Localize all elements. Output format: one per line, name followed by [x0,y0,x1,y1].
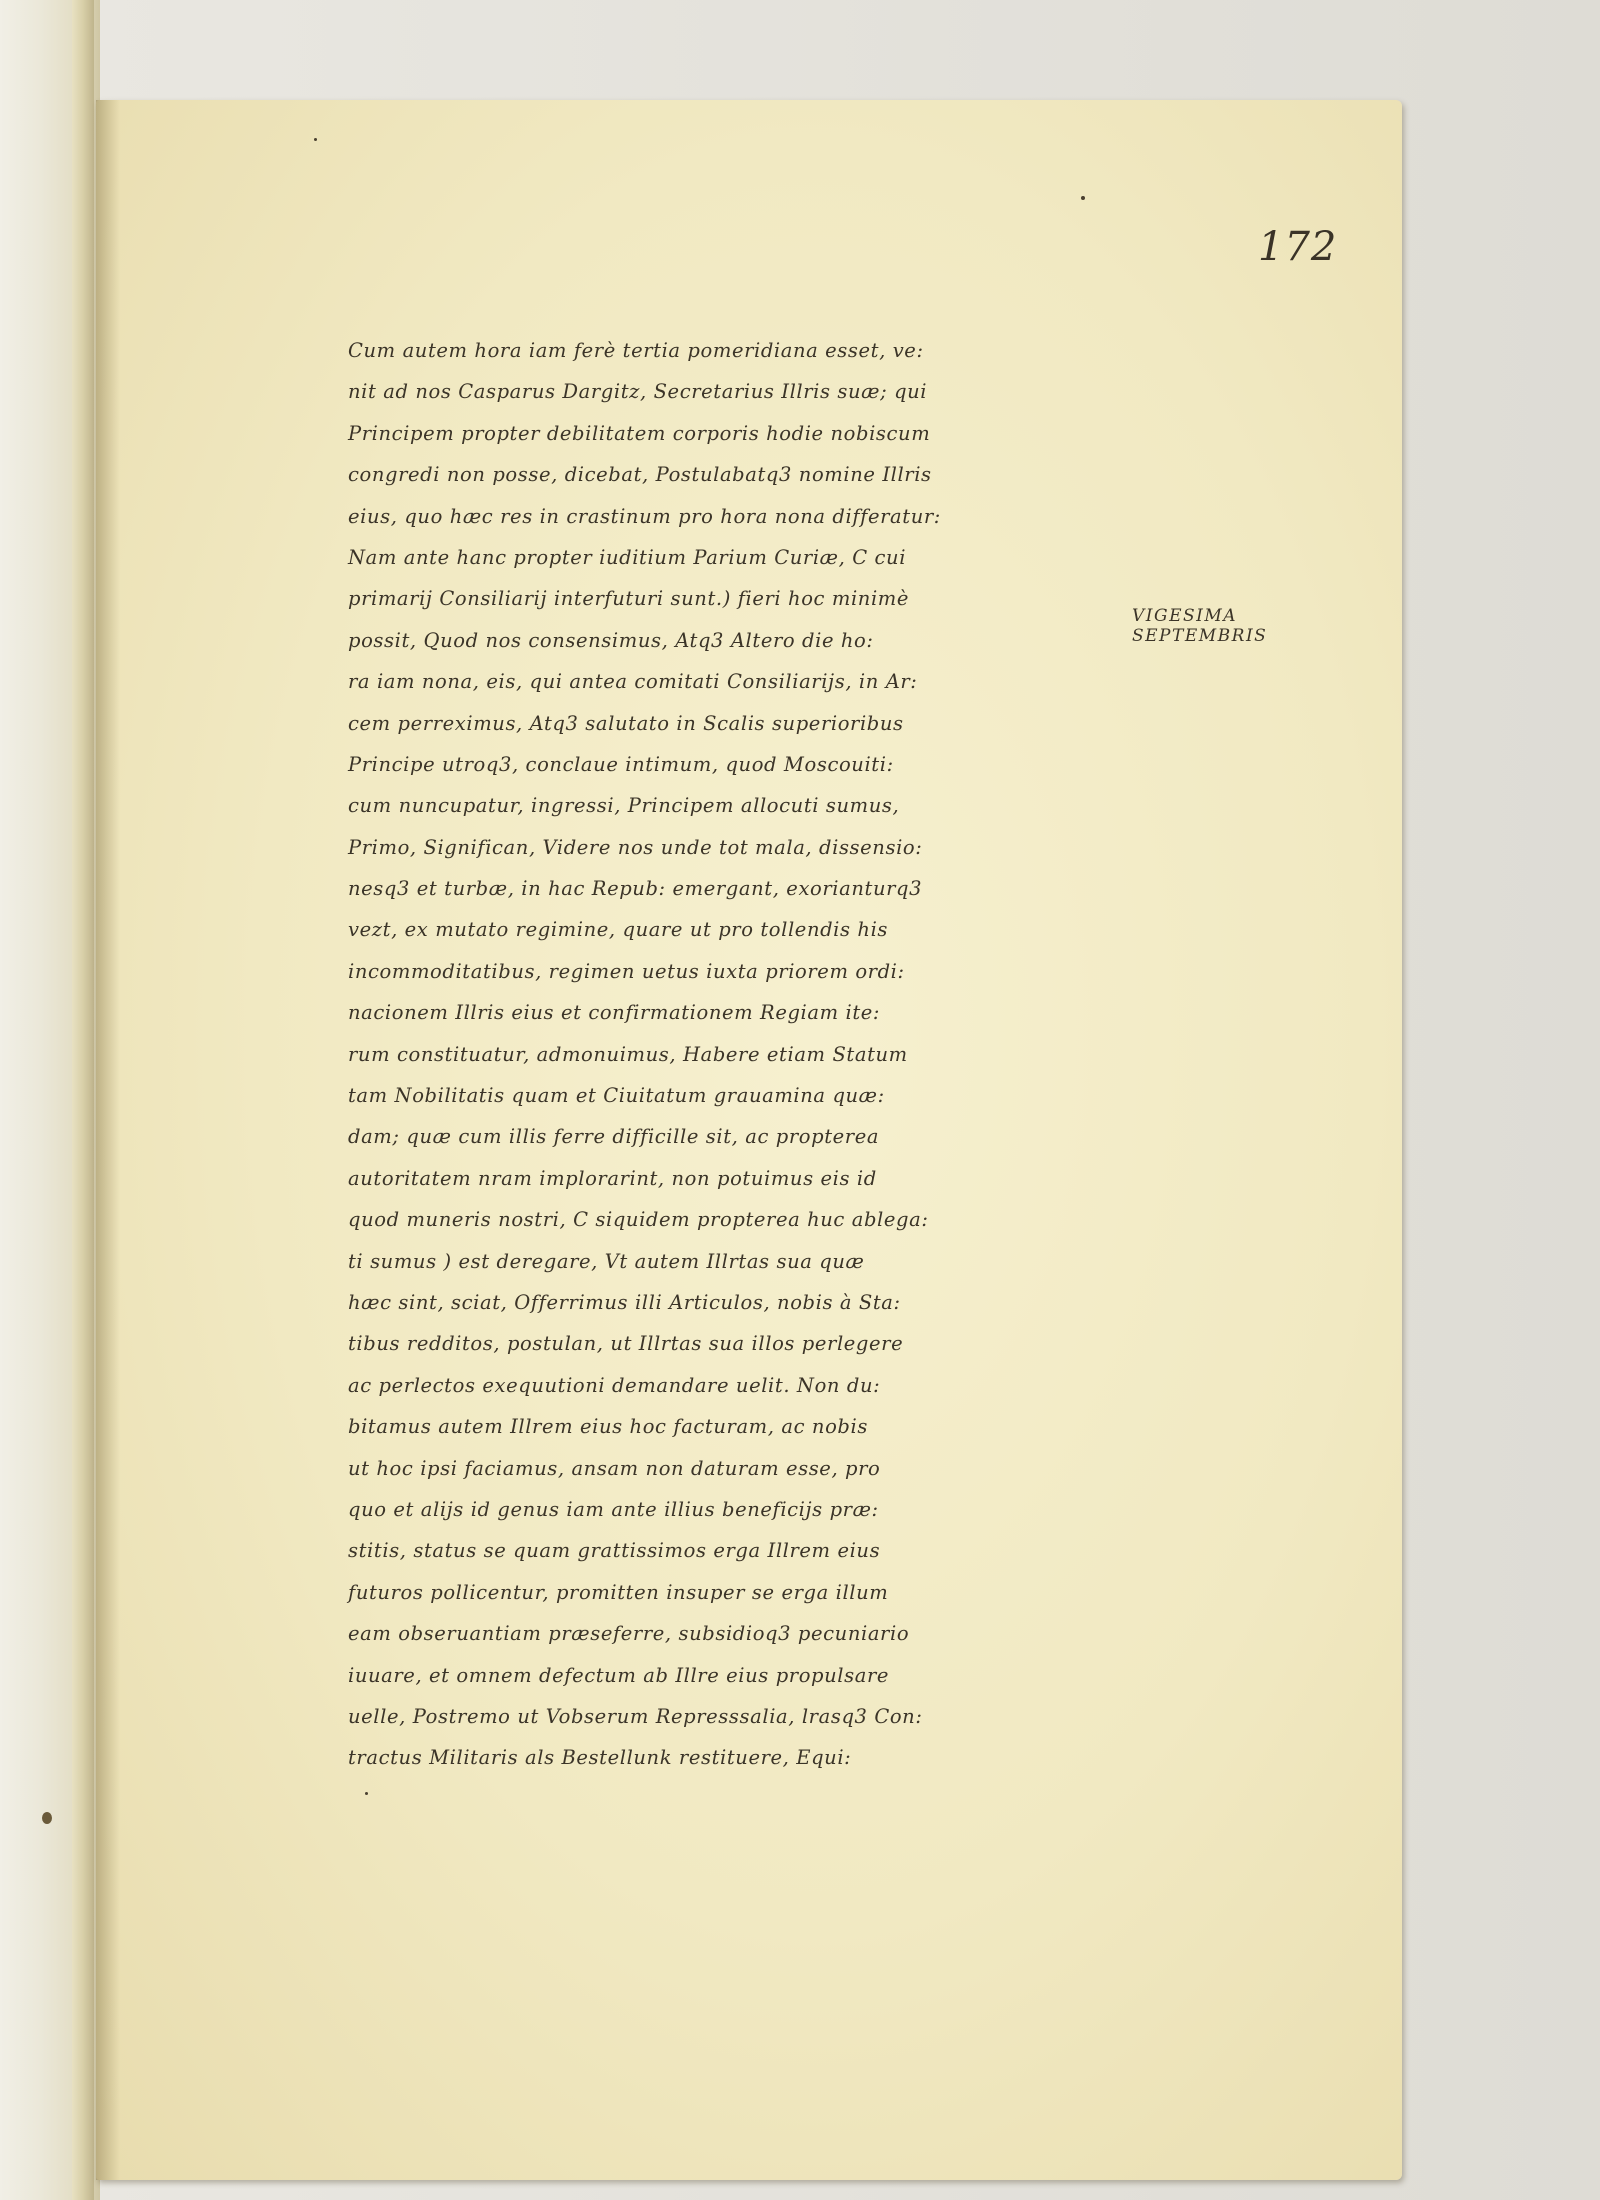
text-line: hæc sint, sciat, Offerrimus illi Articulos, nobis à Sta: [348,1290,901,1314]
text-line: uelle, Postremo ut Vobserum Represssalia, lrasq3 Con: [348,1704,923,1728]
ink-speck [314,138,317,141]
margin-note-line: VIGESIMA [1132,606,1238,626]
margin-note-line: SEPTEMBRIS [1132,626,1268,646]
ink-speck [365,1792,368,1795]
text-line: cem perreximus, Atq3 salutato in Scalis superioribus [348,711,904,735]
text-line: cum nuncupatur, ingressi, Principem allocuti sumus, [348,794,900,818]
text-line: eius, quo hæc res in crastinum pro hora nona differatur: [348,504,941,528]
text-line: iuuare, et omnem defectum ab Illre eius propulsare [348,1663,890,1687]
text-line: incommoditatibus, regimen uetus iuxta priorem ordi: [348,959,905,983]
text-line: quod muneris nostri, C siquidem propterea huc ablega: [348,1208,929,1232]
text-line: stitis, status se quam grattissimos erga Illrem eius [348,1539,881,1563]
text-line: congredi non posse, dicebat, Postulabatq3 nomine Illris [348,463,932,487]
text-line: ac perlectos exequutioni demandare uelit. Non du: [348,1373,881,1397]
text-line: futuros pollicentur, promitten insuper se erga illum [348,1580,889,1604]
ink-speck [1081,196,1085,200]
text-line: ut hoc ipsi faciamus, ansam non daturam esse, pro [348,1456,881,1480]
text-line: autoritatem nram implorarint, non potuimus eis id [348,1166,877,1190]
text-line: Principe utroq3, conclaue intimum, quod Moscouiti: [348,752,894,776]
text-line: vezt, ex mutato regimine, quare ut pro tollendis his [348,918,889,942]
text-line: quo et alijs id genus iam ante illius beneficijs præ: [348,1497,879,1521]
text-line: eam obseruantiam præseferre, subsidioq3 pecuniario [348,1622,910,1646]
text-line: tibus redditos, postulan, ut Illrtas sua illos perlegere [348,1332,904,1356]
book-gutter [72,0,94,2200]
text-line: Nam ante hanc propter iuditium Parium Curiæ, C cui [348,545,907,569]
text-line: Principem propter debilitatem corporis hodie nobiscum [348,421,931,445]
text-line: Cum autem hora iam ferè tertia pomeridiana esset, ve: [348,339,924,362]
manuscript-text [348,330,1158,1779]
text-line: possit, Quod nos consensimus, Atq3 Altero die ho: [348,628,874,652]
text-line: nit ad nos Casparus Dargitz, Secretarius Illris suæ; qui [348,380,928,404]
text-line: tractus Militaris als Bestellunk restituere, Equi: [348,1746,852,1770]
page-gutter-shadow [96,100,120,2180]
text-line: nesq3 et turbæ, in hac Repub: emergant, exorianturq3 [348,877,923,901]
text-line: Primo, Significan, Videre nos unde tot mala, dissensio: [348,835,923,859]
text-line: nacionem Illris eius et confirmationem Regiam ite: [348,1001,881,1025]
text-line: rum constituatur, admonuimus, Habere etiam Statum [348,1042,908,1066]
text-line: primarij Consiliarij interfuturi sunt.) fieri hoc minimè [348,587,910,611]
text-line: ra iam nona, eis, qui antea comitati Consiliarijs, in Ar: [348,670,918,694]
text-line: ti sumus ) est deregare, Vt autem Illrtas sua quæ [348,1249,865,1273]
text-line: bitamus autem Illrem eius hoc facturam, ac nobis [348,1415,868,1439]
folio-number: 172 [1258,224,1338,270]
text-line: dam; quæ cum illis ferre difficille sit, ac propterea [348,1125,880,1149]
ink-speck [42,1812,52,1824]
text-line: tam Nobilitatis quam et Ciuitatum grauamina quæ: [348,1084,885,1108]
